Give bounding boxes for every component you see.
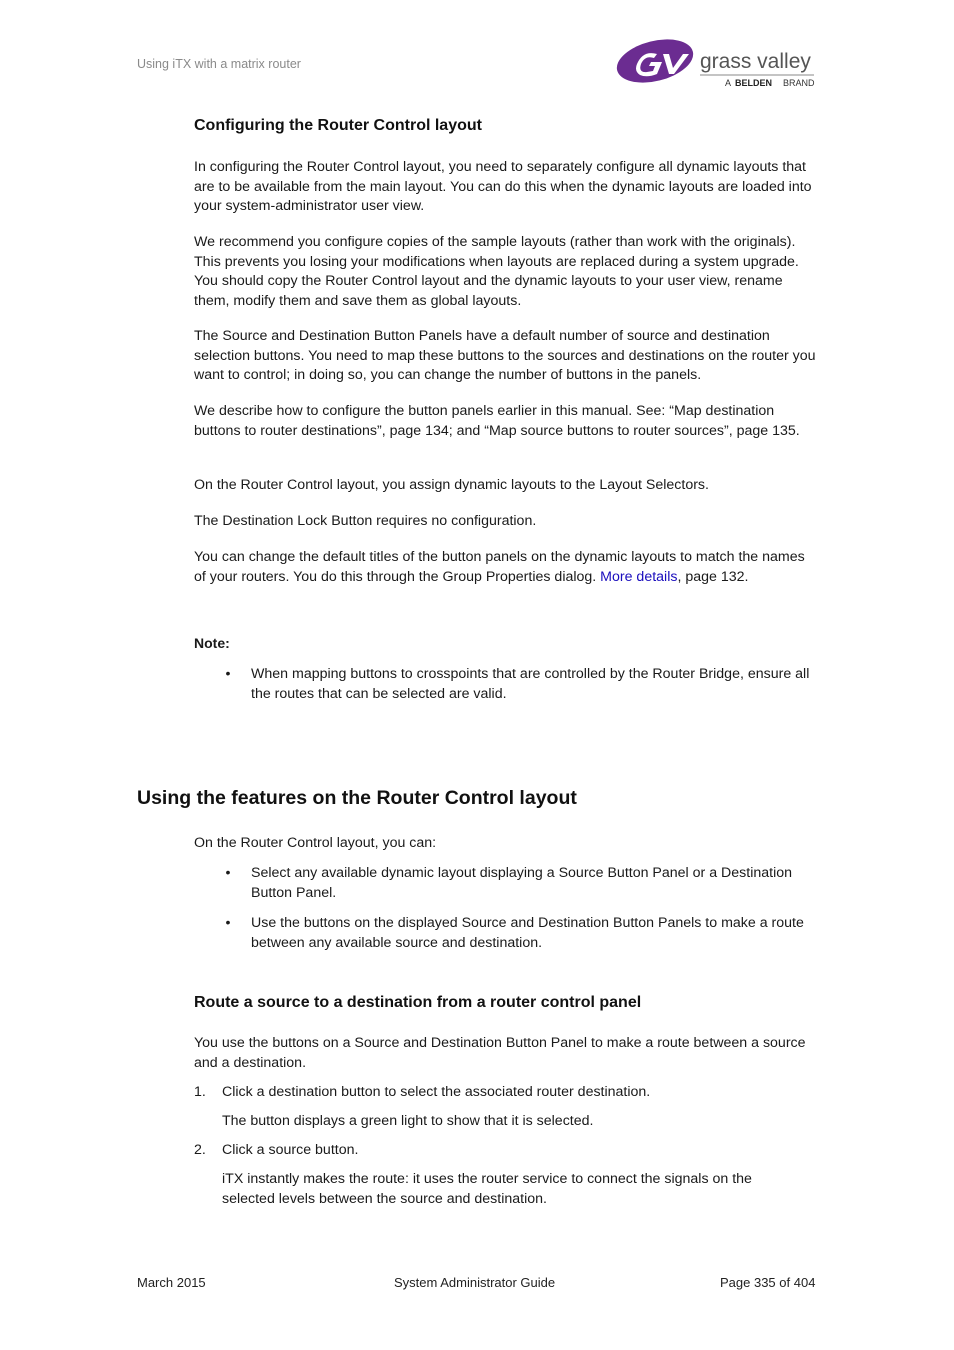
logo-tagline-suffix: BRAND <box>783 78 815 88</box>
step-result: The button displays a green light to show that it is selected. <box>222 1113 594 1129</box>
paragraph: We describe how to configure the button panels earlier in this manual. See: “Map destination buttons to router destinations”, page 134; and “Map source buttons to router sources”, page 135. <box>194 403 800 439</box>
step-text: Click a destination button to select the associated router destination. <box>222 1084 651 1100</box>
step-text: Click a source button. <box>222 1142 359 1158</box>
note-label: Note: <box>194 635 230 651</box>
step-number: 2. <box>194 1142 206 1158</box>
paragraph-text: You can change the default titles of the button panels on the dynamic layouts to match the names of your routers. You do this through the Group Properties dialog. <box>194 549 805 585</box>
list-item <box>223 665 823 705</box>
grass-valley-logo <box>615 37 820 89</box>
logo-tagline-prefix: A <box>725 78 732 88</box>
section-heading-configuring: Configuring the Router Control layout <box>194 117 482 134</box>
footer-title: System Administrator Guide <box>394 1275 556 1290</box>
more-details-link[interactable]: More details <box>600 568 678 585</box>
step-result: iTX instantly makes the route: it uses the router service to connect the signals on the selected levels between the source and destination. <box>222 1171 752 1207</box>
paragraph: The Destination Lock Button requires no configuration. <box>194 513 537 529</box>
footer-page-number: Page 335 of 404 <box>720 1275 816 1290</box>
paragraph: In configuring the Router Control layout, you need to separately configure all dynamic layouts that are to be available from the main layout. You can do this when the dynamic layouts are loaded into your system-administrator user view. <box>194 159 812 214</box>
bullet-icon: • <box>225 865 231 881</box>
paragraph-text: , page 132. <box>677 568 749 585</box>
paragraph: On the Router Control layout, you assign dynamic layouts to the Layout Selectors. <box>194 477 709 493</box>
paragraph: We recommend you configure copies of the sample layouts (rather than work with the originals). This prevents you losing your modifications when layouts are replaced during a system upgrade. You should copy the Router Control layout and the dynamic layouts to your user view, rename them, modify them and save them as global layouts. <box>194 234 799 309</box>
paragraph: The Source and Destination Button Panels have a default number of source and destination selection buttons. You need to map these buttons to the sources and destinations on the router you want to control; in doing so, you can change the number of buttons in the panels. <box>194 328 816 383</box>
list-item <box>223 914 823 954</box>
grass-valley-logo-icon <box>615 37 820 89</box>
list-item-text: Select any available dynamic layout displaying a Source Button Panel or a Destination Button Panel. <box>251 865 793 901</box>
logo-tagline-brand: BELDEN <box>735 78 773 88</box>
section-heading-using-features: Using the features on the Router Control layout <box>137 787 577 809</box>
footer-date: March 2015 <box>137 1275 206 1290</box>
paragraph-with-link <box>194 548 819 587</box>
bullet-icon: • <box>225 666 231 682</box>
list-item-text: When mapping buttons to crosspoints that are controlled by the Router Bridge, ensure all the routes that can be selected are valid. <box>251 666 810 702</box>
running-header: Using iTX with a matrix router <box>137 57 301 71</box>
bullet-icon: • <box>225 915 231 931</box>
logo-wordmark: grass valley <box>700 50 811 73</box>
list-item-text: Use the buttons on the displayed Source and Destination Button Panels to make a route between any available source and destination. <box>251 915 804 951</box>
step-item <box>194 1141 824 1161</box>
step-number: 1. <box>194 1084 206 1100</box>
paragraph: You use the buttons on a Source and Destination Button Panel to make a route between a source and a destination. <box>194 1035 806 1071</box>
section-heading-route-source: Route a source to a destination from a router control panel <box>194 994 642 1011</box>
step-item <box>194 1083 824 1103</box>
paragraph: On the Router Control layout, you can: <box>194 835 437 851</box>
list-item <box>223 864 823 904</box>
